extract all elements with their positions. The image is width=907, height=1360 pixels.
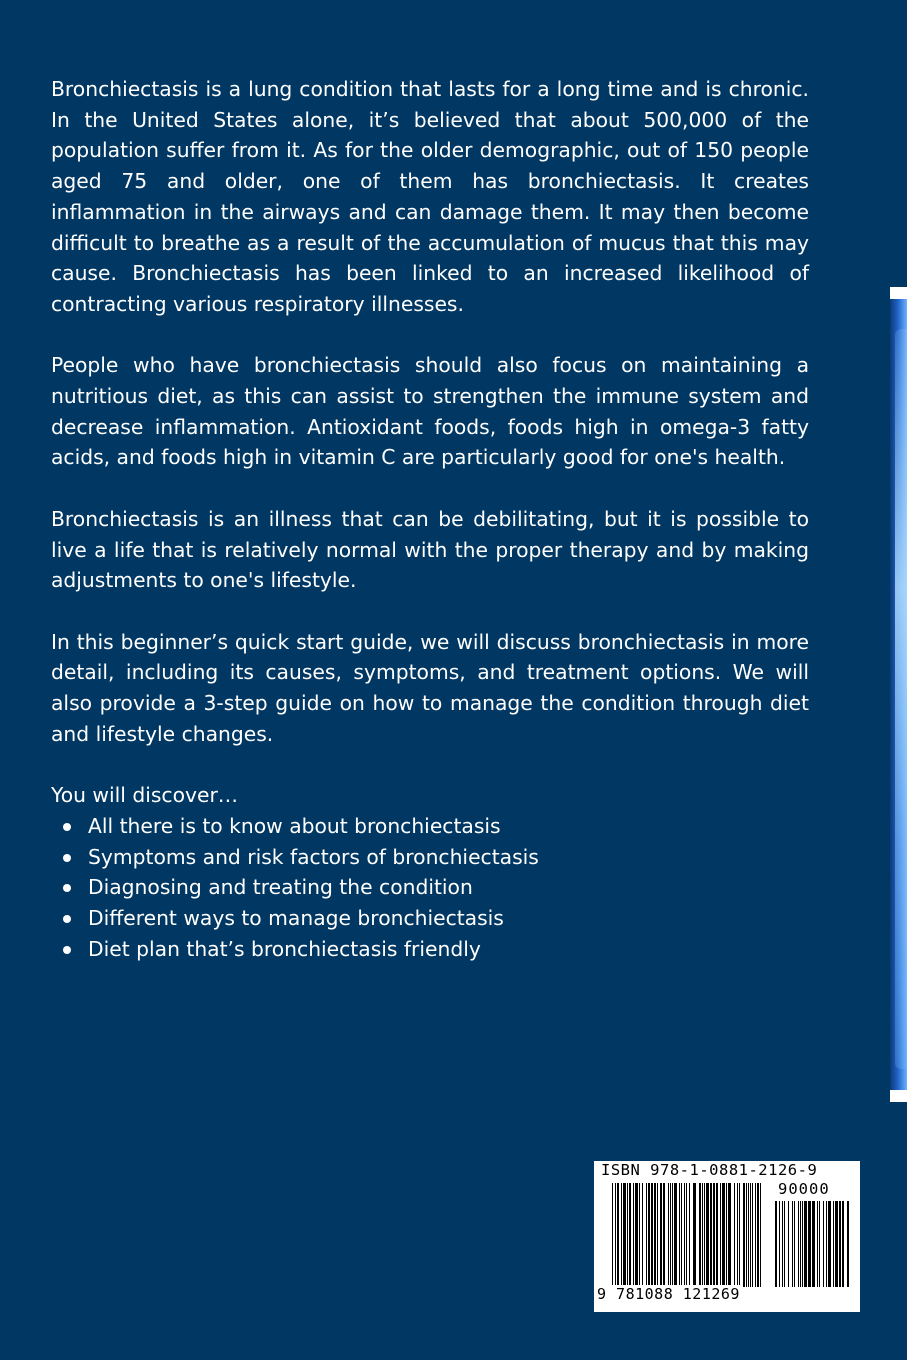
barcode-bar — [757, 1183, 759, 1287]
barcode-bar — [752, 1183, 753, 1287]
barcode-bar — [835, 1201, 838, 1287]
barcode-bar — [639, 1183, 640, 1287]
list-item: Diet plan that’s bronchiectasis friendly — [51, 934, 809, 965]
list-item: Different ways to manage bronchiectasis — [51, 903, 809, 934]
barcode-bar — [802, 1201, 803, 1287]
ean-barcode-bars — [612, 1183, 762, 1287]
front-cover-edge-art — [890, 287, 907, 1102]
barcode-bar — [720, 1183, 721, 1287]
isbn-barcode — [594, 1161, 860, 1312]
barcode-bar — [833, 1201, 834, 1287]
barcode-bar — [784, 1201, 785, 1287]
barcode-bar — [699, 1183, 701, 1287]
barcode-bar — [743, 1183, 745, 1287]
barcode-bar — [847, 1201, 849, 1287]
barcode-bar — [716, 1183, 718, 1287]
barcode-bar — [826, 1201, 827, 1287]
barcode-bar — [800, 1201, 801, 1287]
barcode-bar — [748, 1183, 749, 1287]
barcode-bar — [668, 1183, 669, 1287]
barcode-bar — [722, 1183, 725, 1287]
barcode-bar — [681, 1183, 682, 1287]
barcode-bar — [842, 1201, 844, 1287]
ean-digits: 9 781088 121269 — [597, 1285, 740, 1303]
barcode-bar — [734, 1183, 735, 1287]
barcode-bar — [648, 1183, 650, 1287]
barcode-bar — [657, 1183, 658, 1287]
barcode-bar — [823, 1201, 824, 1287]
blurb-text — [51, 74, 809, 964]
barcode-bar — [612, 1183, 613, 1287]
barcode-bar — [819, 1201, 820, 1287]
barcode-bar — [828, 1201, 831, 1287]
barcode-bar — [684, 1183, 685, 1287]
blurb-paragraph-2: People who have bronchiectasis should also focus on maintaining a nutritious diet, as this can assist to strengthen the immune system and decrease inflammation. Antioxidant foods, foods high in omega-3 fatty acids, and foods high in vitamin C are particularly good for one's health. — [51, 353, 809, 470]
barcode-bar — [728, 1183, 731, 1287]
barcode-bar — [706, 1183, 709, 1287]
price-code: 90000 — [778, 1180, 830, 1198]
barcode-bar — [750, 1183, 751, 1287]
list-item: Diagnosing and treating the condition — [51, 872, 809, 903]
barcode-bar — [651, 1183, 653, 1287]
list-item: All there is to know about bronchiectasis — [51, 811, 809, 842]
barcode-bar — [660, 1183, 662, 1287]
blurb-paragraph-3: Bronchiectasis is an illness that can be debilitating, but it is possible to live a life that is relatively normal with the proper therapy and by making adjustments to one's lifestyle. — [51, 506, 809, 593]
barcode-bar — [629, 1183, 631, 1287]
barcode-bar — [792, 1201, 793, 1287]
barcode-bar — [755, 1183, 756, 1287]
barcode-bar — [782, 1201, 783, 1287]
barcode-bar — [693, 1183, 696, 1287]
barcode-bar — [689, 1183, 690, 1287]
blurb-paragraph-4: In this beginner’s quick start guide, we will discuss bronchiectasis in more detail, including its causes, symptoms, and treatment options. We will also provide a 3-step guide on how to manage the condition through diet and lifestyle changes. — [51, 629, 809, 746]
barcode-bar — [737, 1183, 738, 1287]
barcode-bar — [704, 1183, 705, 1287]
barcode-bar — [642, 1183, 643, 1287]
barcode-bar — [615, 1183, 616, 1287]
isbn-label: ISBN 978-1-0881-2126-9 — [601, 1161, 818, 1179]
barcode-bar — [710, 1183, 712, 1287]
barcode-bar — [779, 1201, 780, 1287]
barcode-bar — [635, 1183, 638, 1287]
list-item: Symptoms and risk factors of bronchiectasis — [51, 842, 809, 873]
barcode-bar — [686, 1183, 687, 1287]
list-intro: You will discover… — [51, 783, 239, 808]
barcode-bar — [654, 1183, 656, 1287]
discover-list — [51, 811, 809, 965]
barcode-bar — [817, 1201, 818, 1287]
barcode-bar — [623, 1183, 626, 1287]
barcode-bar — [798, 1201, 799, 1287]
barcode-bar — [812, 1201, 815, 1287]
barcode-bar — [794, 1201, 795, 1287]
barcode-bar — [804, 1201, 807, 1287]
barcode-bar — [760, 1183, 761, 1287]
barcode-bar — [808, 1201, 811, 1287]
barcode-bar — [679, 1183, 680, 1287]
barcode-bar — [839, 1201, 841, 1287]
barcode-bar — [627, 1183, 628, 1287]
barcode-bar — [617, 1183, 619, 1287]
barcode-bar — [739, 1183, 740, 1287]
barcode-bar — [775, 1201, 777, 1287]
barcode-bar — [672, 1183, 673, 1287]
barcode-bar — [621, 1183, 622, 1287]
barcode-bar — [788, 1201, 789, 1287]
barcode-bar — [670, 1183, 671, 1287]
barcode-bar — [702, 1183, 703, 1287]
blurb-paragraph-1: Bronchiectasis is a lung condition that lasts for a long time and is chronic. In the United States alone, it’s believed that about 500,000 of the population suffer from it. As for the older demographic, out of 150 people aged 75 and older, one of them has bronchiectasis. It creates inflammation in the airways and can damage them. It may then become difficult to breathe as a result of the accumulation of mucus that this may cause. Bronchiectasis has been linked to an increased likelihood of contracting various respiratory illnesses. — [51, 77, 809, 316]
barcode-bar — [646, 1183, 647, 1287]
barcode-bar — [726, 1183, 727, 1287]
addon-barcode-bars — [775, 1201, 849, 1287]
barcode-bar — [713, 1183, 715, 1287]
barcode-bar — [663, 1183, 665, 1287]
barcode-bar — [746, 1183, 747, 1287]
barcode-bar — [633, 1183, 634, 1287]
barcode-bar — [674, 1183, 677, 1287]
lung-glow-art — [895, 329, 907, 1069]
